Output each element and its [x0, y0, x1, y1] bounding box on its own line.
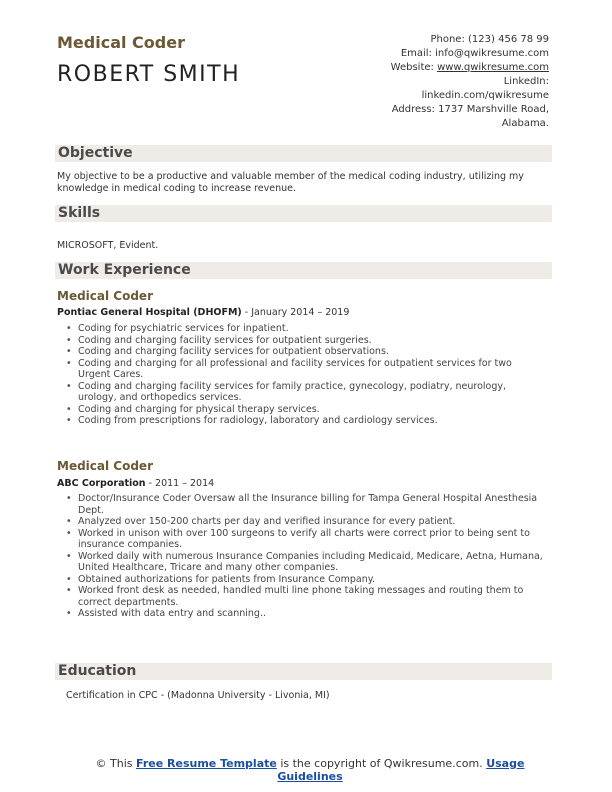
job-duties-list [66, 493, 546, 620]
job-title: Medical Coder [57, 289, 153, 303]
contact-linkedin-label: LinkedIn: [503, 76, 549, 87]
list-item: • Coding and charging facility services for outpatient surgeries. [66, 335, 546, 347]
list-item: • Coding and charging facility services for family practice, gynecology, podiatry, neurology, urology, and orthopedics services. [66, 381, 546, 404]
list-item: • Coding and charging for physical therapy services. [66, 404, 546, 416]
job-title: Medical Coder [57, 459, 153, 473]
email-link[interactable]: info@qwikresume.com [435, 48, 549, 59]
contact-phone: Phone: (123) 456 78 99 [430, 34, 549, 45]
list-item: • Coding for psychiatric services for inpatient. [66, 323, 546, 335]
free-resume-template-link[interactable]: Free Resume Template [136, 757, 277, 770]
contact-linkedin[interactable]: linkedin.com/qwikresume [421, 90, 549, 101]
education-section-header: Education [55, 663, 552, 680]
contact-address-line2: Alabama. [501, 118, 549, 129]
objective-text: My objective to be a productive and valuable member of the medical coding industry, utilizing my knowledge in medical coding to increase revenue. [57, 171, 524, 194]
resume-name: ROBERT SMITH [57, 62, 241, 87]
list-item: • Analyzed over 150-200 charts per day and verified insurance for every patient. [66, 516, 546, 528]
list-item: • Obtained authorizations for patients from Insurance Company. [66, 574, 546, 586]
list-item: • Doctor/Insurance Coder Oversaw all the Insurance billing for Tampa General Hospital Anesthesia Dept. [66, 493, 546, 516]
job-duties-list [66, 323, 546, 427]
list-item: • Coding and charging for all professional and facility services for outpatient services for two Urgent Cares. [66, 358, 546, 381]
list-item: • Worked front desk as needed, handled multi line phone taking messages and routing them to correct departments. [66, 585, 546, 608]
website-link[interactable]: www.qwikresume.com [437, 62, 549, 73]
resume-job-title: Medical Coder [57, 33, 185, 52]
list-item: • Worked daily with numerous Insurance Companies including Medicaid, Medicare, Aetna, Humana, United Healthcare, Tricare and many other companies. [66, 551, 546, 574]
footer-copyright: © This Free Resume Template is the copyright of Qwikresume.com. Usage Guidelines [95, 757, 525, 783]
list-item: • Coding from prescriptions for radiology, laboratory and cardiology services. [66, 415, 546, 427]
contact-address: Address: 1737 Marshville Road, [391, 104, 549, 115]
work-section-header: Work Experience [55, 262, 552, 279]
skills-section-header: Skills [55, 205, 552, 222]
contact-email: Email: info@qwikresume.com [400, 48, 549, 59]
contact-website: Website: www.qwikresume.com [390, 62, 549, 73]
usage-guidelines-link[interactable]: Usage Guidelines [277, 757, 525, 783]
list-item: • Worked in unison with over 100 surgeons to verify all charts were correct prior to being sent to insurance companies. [66, 528, 546, 551]
list-item: • Coding and charging facility services for outpatient observations. [66, 346, 546, 358]
contact-block [349, 33, 549, 131]
education-text: Certification in CPC - (Madonna University - Livonia, MI) [66, 690, 330, 701]
objective-section-header: Objective [55, 145, 552, 162]
job-employer: Pontiac General Hospital (DHOFM) - January 2014 – 2019 [57, 307, 350, 318]
skills-text: MICROSOFT, Evident. [57, 240, 159, 251]
job-employer: ABC Corporation - 2011 – 2014 [57, 478, 215, 489]
list-item: • Assisted with data entry and scanning.. [66, 608, 546, 620]
